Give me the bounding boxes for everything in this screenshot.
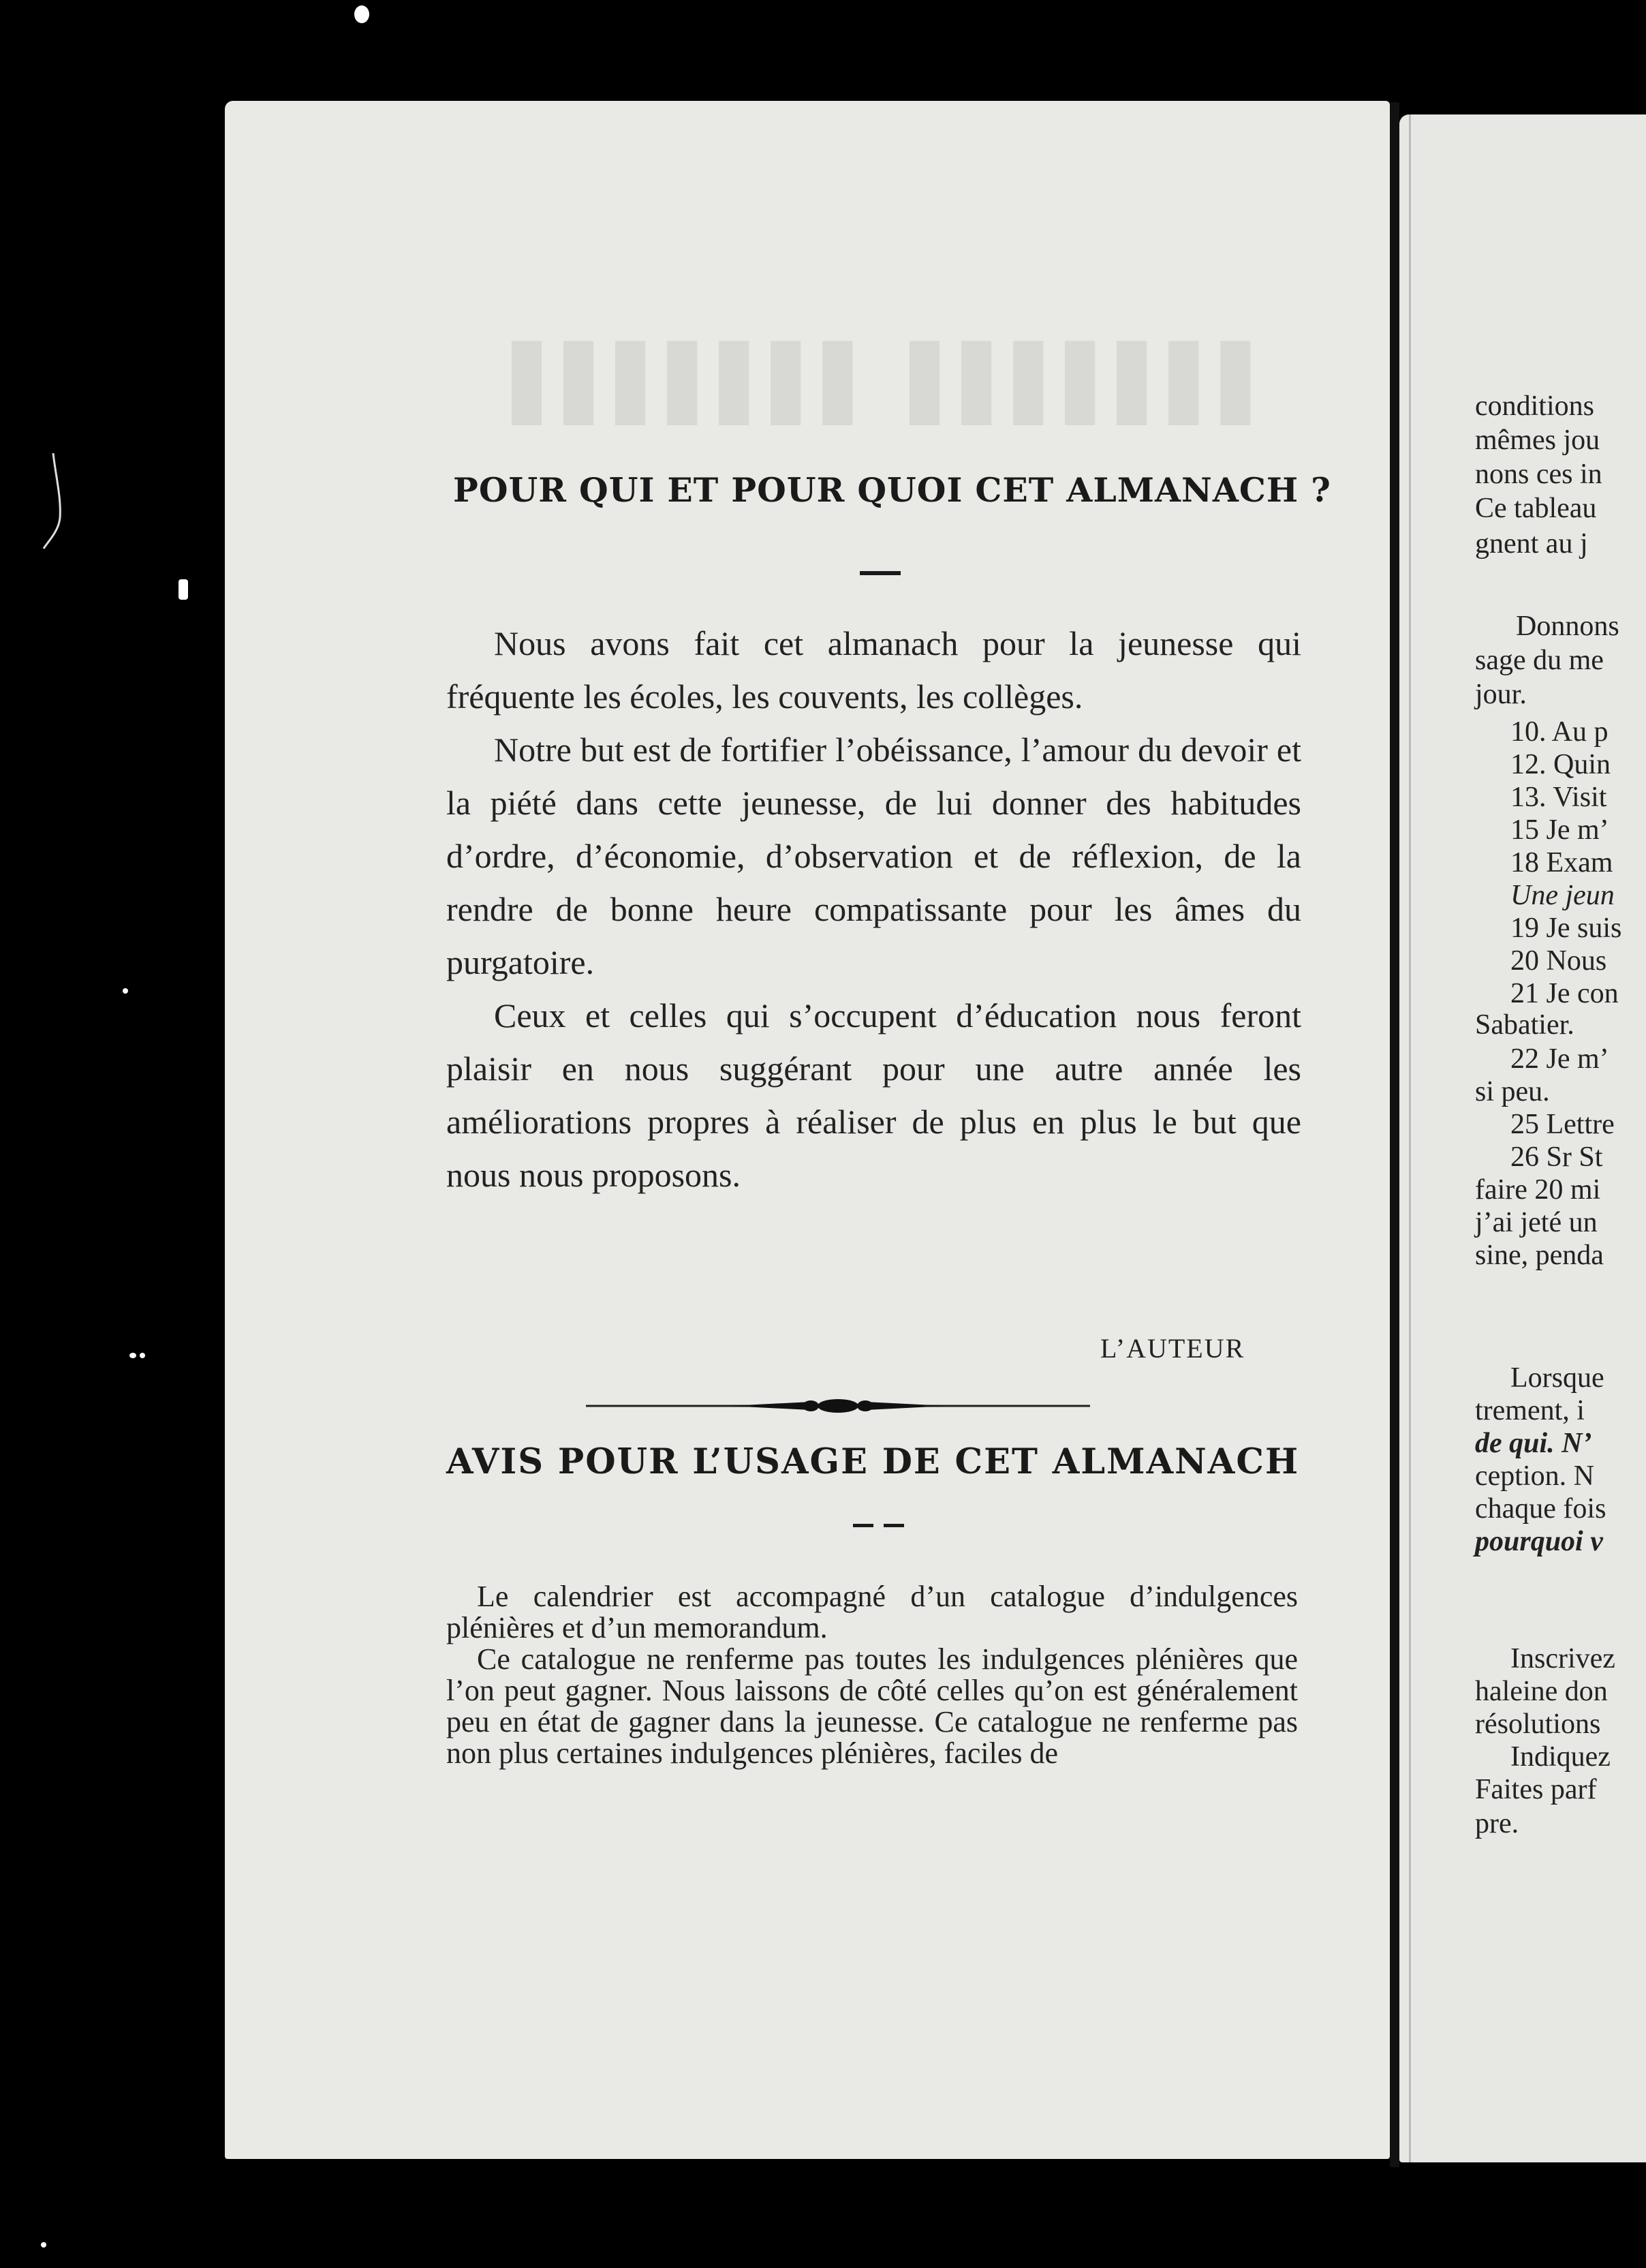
- text-fragment: conditions: [1475, 390, 1594, 422]
- section1-body: [446, 617, 1301, 1201]
- section-title-avis: AVIS POUR L’USAGE DE CET ALMANACH: [446, 1441, 1300, 1482]
- text-fragment: Une jeun: [1510, 880, 1615, 911]
- title-dash: [860, 571, 901, 575]
- text-fragment: 25 Lettre: [1510, 1109, 1615, 1140]
- text-fragment: faire 20 mi: [1475, 1174, 1601, 1206]
- text-fragment: sage du me: [1475, 645, 1604, 676]
- text-fragment: 21 Je con: [1510, 978, 1619, 1009]
- text-fragment: Donnons: [1516, 611, 1619, 642]
- section2-body: [446, 1581, 1298, 1769]
- text-fragment: sine, penda: [1475, 1240, 1604, 1271]
- text-fragment: trement, i: [1475, 1395, 1585, 1426]
- text-fragment: Ce tableau: [1475, 493, 1597, 524]
- text-fragment: Faites parf: [1475, 1774, 1597, 1805]
- scan-speck: [140, 1353, 145, 1358]
- gutter-line: [1409, 114, 1411, 2162]
- text-fragment: mêmes jou: [1475, 425, 1600, 456]
- ornamental-divider: [586, 1396, 1090, 1416]
- text-fragment: Indiquez: [1510, 1741, 1611, 1773]
- text-fragment: 19 Je suis: [1510, 913, 1622, 944]
- paragraph: Le calendrier est accompagné d’un catalogue d’indulgences plénières et d’un memorandum.: [446, 1580, 1298, 1644]
- scan-speck: [41, 2242, 46, 2248]
- paragraph: Ce catalogue ne renferme pas toutes les indulgences plénières que l’on peut gagner. Nous laissons de côté celles qu’on est généralement peu en état de gagner dans la jeunesse. Ce catalogue ne renferme pas non plus certaines indulgences plénières, faciles de: [446, 1642, 1298, 1770]
- text-fragment: Sabatier.: [1475, 1009, 1574, 1041]
- text-fragment: jour.: [1475, 679, 1527, 710]
- text-fragment: 18 Exam: [1510, 847, 1613, 878]
- scan-speck: [129, 1353, 136, 1358]
- paragraph: Ceux et celles qui s’occupent d’éducation nous feront plaisir en nous suggérant pour une autre année les améliorations propres à réaliser de plus en plus le but que nous nous proposons.: [446, 996, 1301, 1194]
- text-fragment: nons ces in: [1475, 459, 1602, 490]
- text-fragment: 20 Nous: [1510, 945, 1607, 977]
- scan-speck: [123, 988, 128, 994]
- text-fragment: 22 Je m’: [1510, 1043, 1609, 1075]
- text-fragment: ception. N: [1475, 1460, 1594, 1492]
- text-fragment: de qui. N’: [1475, 1428, 1592, 1459]
- page-gutter: [1390, 102, 1399, 2167]
- text-fragment: résolutions: [1475, 1708, 1601, 1740]
- paragraph: Notre but est de fortifier l’obéissance, l’amour du devoir et la piété dans cette jeunesse, de lui donner des habitudes d’ordre, d’économie, d’observation et de réflexion, de la rendre de bonne heure compatissante pour les âmes du purgatoire.: [446, 731, 1301, 981]
- text-fragment: si peu.: [1475, 1076, 1550, 1107]
- text-fragment: 13. Visit: [1510, 782, 1607, 813]
- title-dash: [884, 1524, 904, 1527]
- section-title-pour-qui: POUR QUI ET POUR QUOI CET ALMANACH ?: [453, 470, 1331, 510]
- title-dash: [853, 1524, 873, 1527]
- text-fragment: Inscrivez: [1510, 1643, 1615, 1674]
- text-fragment: gnent au j: [1475, 528, 1588, 560]
- paragraph: Nous avons fait cet almanach pour la jeunesse qui fréquente les écoles, les couvents, les collèges.: [446, 624, 1301, 716]
- author-signature: L’AUTEUR: [1100, 1333, 1245, 1364]
- text-fragment: pourquoi v: [1475, 1526, 1603, 1557]
- scan-speck: [354, 5, 369, 23]
- text-fragment: 26 Sr St: [1510, 1141, 1603, 1173]
- text-fragment: chaque fois: [1475, 1493, 1606, 1524]
- scan-speck: [178, 579, 188, 600]
- text-fragment: 12. Quin: [1510, 749, 1611, 780]
- text-fragment: 15 Je m’: [1510, 814, 1609, 846]
- text-fragment: pre.: [1475, 1808, 1519, 1839]
- text-fragment: Lorsque: [1510, 1362, 1604, 1394]
- bleed-through-ghost: ▮▮▮▮▮▮▮ ▮▮▮▮▮▮▮: [497, 310, 1258, 439]
- scan-hair-mark: [41, 450, 68, 552]
- text-fragment: haleine don: [1475, 1676, 1608, 1707]
- text-fragment: 10. Au p: [1510, 716, 1609, 748]
- text-fragment: j’ai jeté un: [1475, 1207, 1598, 1238]
